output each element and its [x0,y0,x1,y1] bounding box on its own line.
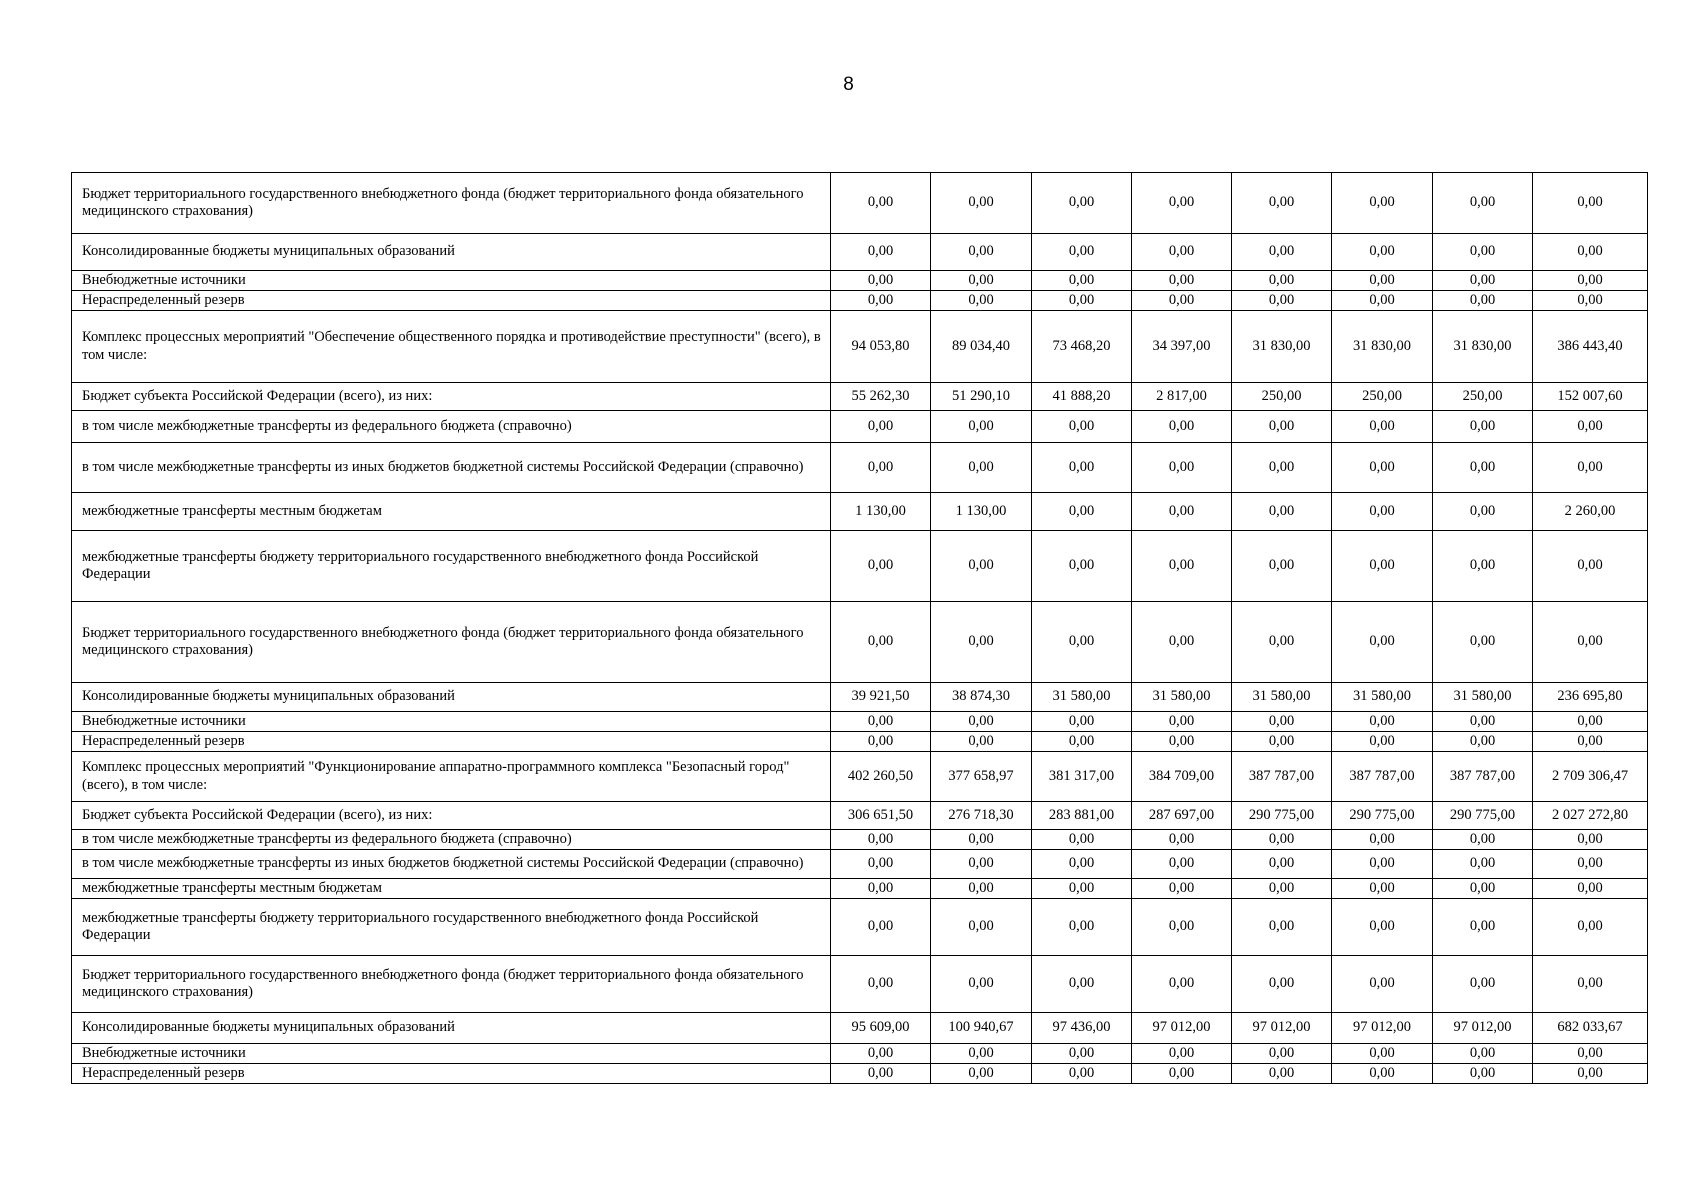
row-value-cell: 0,00 [1132,1044,1232,1064]
row-value-cell: 0,00 [831,271,931,291]
row-value-cell: 97 012,00 [1332,1013,1433,1044]
row-value-cell: 0,00 [1032,531,1132,602]
row-value-cell: 0,00 [1232,271,1332,291]
row-value-cell: 276 718,30 [931,802,1032,830]
row-value-cell: 290 775,00 [1332,802,1433,830]
row-value-cell: 55 262,30 [831,383,931,411]
row-label: в том числе межбюджетные трансферты из иных бюджетов бюджетной системы Российской Федерации (справочно) [72,850,831,879]
row-value-cell: 0,00 [831,291,931,311]
row-total-cell: 0,00 [1533,443,1648,493]
row-value-cell: 0,00 [931,712,1032,732]
row-label: Внебюджетные источники [72,271,831,291]
row-value-cell: 0,00 [1032,1044,1132,1064]
row-value-cell: 402 260,50 [831,752,931,802]
row-value-cell: 0,00 [1232,1064,1332,1084]
row-value-cell: 0,00 [1433,830,1533,850]
row-value-cell: 0,00 [1433,956,1533,1013]
row-label: Внебюджетные источники [72,1044,831,1064]
row-value-cell: 0,00 [1132,830,1232,850]
row-value-cell: 0,00 [1132,602,1232,683]
row-label: в том числе межбюджетные трансферты из федерального бюджета (справочно) [72,411,831,443]
table-row [72,899,1648,956]
row-value-cell: 0,00 [1332,493,1433,531]
row-value-cell: 287 697,00 [1132,802,1232,830]
row-value-cell: 0,00 [1232,1044,1332,1064]
row-value-cell: 31 830,00 [1433,311,1533,383]
row-value-cell: 0,00 [831,173,931,234]
row-total-cell: 0,00 [1533,291,1648,311]
row-value-cell: 0,00 [1332,173,1433,234]
row-value-cell: 39 921,50 [831,683,931,712]
row-value-cell: 0,00 [931,411,1032,443]
row-value-cell: 0,00 [1433,1064,1533,1084]
row-value-cell: 0,00 [1032,173,1132,234]
row-value-cell: 0,00 [931,531,1032,602]
row-value-cell: 0,00 [931,1044,1032,1064]
table-row [72,879,1648,899]
table-row [72,683,1648,712]
row-value-cell: 0,00 [1032,712,1132,732]
row-value-cell: 0,00 [1433,879,1533,899]
row-value-cell: 0,00 [831,443,931,493]
row-value-cell: 0,00 [1132,899,1232,956]
row-value-cell: 0,00 [1433,493,1533,531]
row-value-cell: 0,00 [931,1064,1032,1084]
row-value-cell: 0,00 [931,602,1032,683]
table-row [72,311,1648,383]
row-total-cell: 236 695,80 [1533,683,1648,712]
row-value-cell: 0,00 [1032,443,1132,493]
row-total-cell: 0,00 [1533,411,1648,443]
row-total-cell: 0,00 [1533,879,1648,899]
row-value-cell: 0,00 [1032,879,1132,899]
row-value-cell: 97 012,00 [1232,1013,1332,1044]
row-value-cell: 250,00 [1332,383,1433,411]
row-value-cell: 0,00 [1433,712,1533,732]
row-value-cell: 0,00 [1132,271,1232,291]
row-label: межбюджетные трансферты бюджету территориального государственного внебюджетного фонда Российской Федерации [72,899,831,956]
row-value-cell: 0,00 [1032,291,1132,311]
row-value-cell: 0,00 [1332,443,1433,493]
row-total-cell: 0,00 [1533,830,1648,850]
row-value-cell: 97 012,00 [1433,1013,1533,1044]
row-value-cell: 0,00 [1332,271,1433,291]
row-label: Бюджет территориального государственного внебюджетного фонда (бюджет территориального фонда обязательного медицинского страхования) [72,602,831,683]
row-value-cell: 31 830,00 [1332,311,1433,383]
table-row [72,443,1648,493]
row-value-cell: 381 317,00 [1032,752,1132,802]
table-row [72,291,1648,311]
row-value-cell: 0,00 [1332,830,1433,850]
row-value-cell: 0,00 [1032,234,1132,271]
row-value-cell: 0,00 [1232,411,1332,443]
row-total-cell: 0,00 [1533,602,1648,683]
row-value-cell: 0,00 [1132,531,1232,602]
row-value-cell: 0,00 [1332,899,1433,956]
row-value-cell: 0,00 [1433,531,1533,602]
row-total-cell: 2 027 272,80 [1533,802,1648,830]
table-row [72,830,1648,850]
row-value-cell: 0,00 [931,830,1032,850]
row-value-cell: 31 580,00 [1032,683,1132,712]
row-label: Нераспределенный резерв [72,1064,831,1084]
row-value-cell: 0,00 [931,234,1032,271]
row-value-cell: 0,00 [1433,850,1533,879]
row-value-cell: 0,00 [1332,411,1433,443]
row-value-cell: 0,00 [831,531,931,602]
row-value-cell: 290 775,00 [1433,802,1533,830]
row-value-cell: 387 787,00 [1433,752,1533,802]
row-total-cell: 2 709 306,47 [1533,752,1648,802]
row-label: межбюджетные трансферты бюджету территориального государственного внебюджетного фонда Российской Федерации [72,531,831,602]
row-value-cell: 0,00 [1232,531,1332,602]
row-value-cell: 0,00 [1232,830,1332,850]
row-value-cell: 0,00 [931,956,1032,1013]
row-total-cell: 0,00 [1533,1064,1648,1084]
row-value-cell: 0,00 [1132,291,1232,311]
row-value-cell: 250,00 [1433,383,1533,411]
row-value-cell: 0,00 [1433,443,1533,493]
row-value-cell: 0,00 [1332,732,1433,752]
row-value-cell: 0,00 [1332,602,1433,683]
row-value-cell: 0,00 [1032,956,1132,1013]
row-value-cell: 290 775,00 [1232,802,1332,830]
row-value-cell: 100 940,67 [931,1013,1032,1044]
row-value-cell: 0,00 [1332,879,1433,899]
row-value-cell: 0,00 [1332,1044,1433,1064]
table-row [72,602,1648,683]
row-value-cell: 31 580,00 [1433,683,1533,712]
row-value-cell: 387 787,00 [1332,752,1433,802]
row-label: Бюджет субъекта Российской Федерации (всего), из них: [72,802,831,830]
row-label: Комплекс процессных мероприятий "Функционирование аппаратно-программного комплекса "Безопасный город" (всего), в том числе: [72,752,831,802]
row-value-cell: 0,00 [1332,1064,1433,1084]
row-value-cell: 97 436,00 [1032,1013,1132,1044]
row-value-cell: 0,00 [1232,493,1332,531]
row-total-cell: 0,00 [1533,899,1648,956]
row-value-cell: 387 787,00 [1232,752,1332,802]
budget-table-body [72,173,1648,1084]
row-value-cell: 0,00 [1433,732,1533,752]
row-value-cell: 0,00 [1132,443,1232,493]
row-value-cell: 0,00 [1232,850,1332,879]
row-value-cell: 0,00 [1232,602,1332,683]
row-value-cell: 0,00 [1232,234,1332,271]
row-value-cell: 41 888,20 [1032,383,1132,411]
row-value-cell: 377 658,97 [931,752,1032,802]
row-value-cell: 0,00 [1332,291,1433,311]
row-value-cell: 0,00 [1032,493,1132,531]
row-value-cell: 1 130,00 [931,493,1032,531]
row-value-cell: 97 012,00 [1132,1013,1232,1044]
row-label: Нераспределенный резерв [72,291,831,311]
row-total-cell: 0,00 [1533,732,1648,752]
budget-table [71,172,1648,1084]
row-label: Бюджет территориального государственного внебюджетного фонда (бюджет территориального фонда обязательного медицинского страхования) [72,173,831,234]
row-value-cell: 0,00 [1132,850,1232,879]
row-value-cell: 0,00 [1232,173,1332,234]
row-value-cell: 283 881,00 [1032,802,1132,830]
row-total-cell: 0,00 [1533,234,1648,271]
row-value-cell: 0,00 [1433,173,1533,234]
row-value-cell: 0,00 [1032,899,1132,956]
table-row [72,850,1648,879]
row-value-cell: 0,00 [831,234,931,271]
row-total-cell: 2 260,00 [1533,493,1648,531]
table-row [72,752,1648,802]
table-row [72,173,1648,234]
row-value-cell: 0,00 [831,956,931,1013]
row-value-cell: 0,00 [1232,291,1332,311]
row-label: Бюджет субъекта Российской Федерации (всего), из них: [72,383,831,411]
row-value-cell: 31 580,00 [1132,683,1232,712]
row-total-cell: 0,00 [1533,271,1648,291]
row-value-cell: 0,00 [1132,493,1232,531]
row-label: Консолидированные бюджеты муниципальных образований [72,234,831,271]
row-value-cell: 95 609,00 [831,1013,931,1044]
row-value-cell: 0,00 [1332,234,1433,271]
table-row [72,271,1648,291]
row-value-cell: 0,00 [931,291,1032,311]
row-value-cell: 0,00 [1032,602,1132,683]
row-value-cell: 0,00 [1232,443,1332,493]
row-total-cell: 0,00 [1533,956,1648,1013]
table-row [72,956,1648,1013]
row-value-cell: 0,00 [1032,271,1132,291]
row-value-cell: 0,00 [831,850,931,879]
row-value-cell: 0,00 [1433,271,1533,291]
row-label: Комплекс процессных мероприятий "Обеспечение общественного порядка и противодействие преступности" (всего), в том числе: [72,311,831,383]
row-value-cell: 0,00 [1132,173,1232,234]
row-value-cell: 0,00 [1433,602,1533,683]
row-value-cell: 73 468,20 [1032,311,1132,383]
row-label: Консолидированные бюджеты муниципальных образований [72,1013,831,1044]
table-row [72,234,1648,271]
table-row [72,493,1648,531]
row-value-cell: 0,00 [1132,1064,1232,1084]
row-value-cell: 0,00 [1332,712,1433,732]
row-value-cell: 0,00 [1132,411,1232,443]
table-row [72,531,1648,602]
row-value-cell: 0,00 [1332,531,1433,602]
row-value-cell: 0,00 [1433,291,1533,311]
row-value-cell: 0,00 [931,173,1032,234]
row-value-cell: 0,00 [831,411,931,443]
row-value-cell: 306 651,50 [831,802,931,830]
row-value-cell: 0,00 [1232,732,1332,752]
row-total-cell: 152 007,60 [1533,383,1648,411]
row-value-cell: 0,00 [1332,956,1433,1013]
table-row [72,712,1648,732]
row-value-cell: 0,00 [931,879,1032,899]
row-label: Бюджет территориального государственного внебюджетного фонда (бюджет территориального фонда обязательного медицинского страхования) [72,956,831,1013]
row-value-cell: 0,00 [831,732,931,752]
row-value-cell: 0,00 [1433,234,1533,271]
row-value-cell: 2 817,00 [1132,383,1232,411]
table-row [72,1013,1648,1044]
row-value-cell: 0,00 [931,443,1032,493]
row-value-cell: 0,00 [931,850,1032,879]
row-value-cell: 0,00 [1032,411,1132,443]
row-value-cell: 94 053,80 [831,311,931,383]
table-row [72,732,1648,752]
table-row [72,1064,1648,1084]
row-total-cell: 0,00 [1533,531,1648,602]
row-value-cell: 0,00 [1232,956,1332,1013]
row-value-cell: 0,00 [1132,879,1232,899]
row-total-cell: 386 443,40 [1533,311,1648,383]
row-value-cell: 0,00 [1132,956,1232,1013]
row-value-cell: 0,00 [1132,712,1232,732]
row-value-cell: 0,00 [1032,830,1132,850]
table-row [72,383,1648,411]
row-value-cell: 0,00 [831,830,931,850]
row-value-cell: 0,00 [1232,712,1332,732]
row-value-cell: 1 130,00 [831,493,931,531]
row-value-cell: 0,00 [1433,899,1533,956]
table-row [72,802,1648,830]
row-value-cell: 0,00 [831,1044,931,1064]
row-label: Нераспределенный резерв [72,732,831,752]
row-value-cell: 38 874,30 [931,683,1032,712]
row-value-cell: 0,00 [1433,1044,1533,1064]
row-value-cell: 0,00 [931,732,1032,752]
row-value-cell: 0,00 [1032,1064,1132,1084]
row-label: Консолидированные бюджеты муниципальных образований [72,683,831,712]
row-total-cell: 0,00 [1533,850,1648,879]
row-value-cell: 0,00 [1032,850,1132,879]
row-value-cell: 0,00 [1232,899,1332,956]
table-row [72,1044,1648,1064]
row-value-cell: 250,00 [1232,383,1332,411]
row-total-cell: 0,00 [1533,1044,1648,1064]
row-value-cell: 0,00 [1132,234,1232,271]
page-number: 8 [843,74,854,95]
row-value-cell: 0,00 [831,879,931,899]
row-value-cell: 51 290,10 [931,383,1032,411]
row-value-cell: 0,00 [831,1064,931,1084]
row-value-cell: 0,00 [931,899,1032,956]
row-label: межбюджетные трансферты местным бюджетам [72,493,831,531]
row-value-cell: 0,00 [831,899,931,956]
row-label: Внебюджетные источники [72,712,831,732]
table-row [72,411,1648,443]
row-value-cell: 384 709,00 [1132,752,1232,802]
row-value-cell: 31 580,00 [1332,683,1433,712]
row-value-cell: 0,00 [1332,850,1433,879]
row-value-cell: 31 580,00 [1232,683,1332,712]
row-value-cell: 0,00 [831,602,931,683]
row-value-cell: 0,00 [1232,879,1332,899]
row-value-cell: 89 034,40 [931,311,1032,383]
row-value-cell: 0,00 [1132,732,1232,752]
row-total-cell: 682 033,67 [1533,1013,1648,1044]
row-value-cell: 0,00 [931,271,1032,291]
row-label: в том числе межбюджетные трансферты из иных бюджетов бюджетной системы Российской Федерации (справочно) [72,443,831,493]
row-value-cell: 0,00 [831,712,931,732]
row-value-cell: 0,00 [1433,411,1533,443]
row-value-cell: 34 397,00 [1132,311,1232,383]
row-value-cell: 31 830,00 [1232,311,1332,383]
row-label: в том числе межбюджетные трансферты из федерального бюджета (справочно) [72,830,831,850]
row-total-cell: 0,00 [1533,712,1648,732]
row-value-cell: 0,00 [1032,732,1132,752]
row-label: межбюджетные трансферты местным бюджетам [72,879,831,899]
row-total-cell: 0,00 [1533,173,1648,234]
